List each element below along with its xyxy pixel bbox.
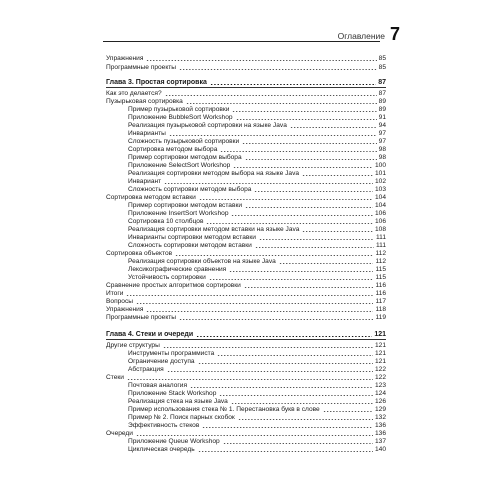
toc-entry-title: Инструменты программиста xyxy=(128,349,215,357)
toc-entry[interactable] xyxy=(106,60,386,71)
dot-leader xyxy=(196,336,372,338)
toc-entry-title: Сложность пузырьковой сортировки xyxy=(128,137,240,145)
toc-entry-page: 122 xyxy=(374,373,386,381)
toc-entry-page: 111 xyxy=(375,241,386,249)
dot-leader xyxy=(198,451,373,452)
toc-entry-title: Устойчивость сортировки xyxy=(128,273,206,281)
toc-entry-page: 101 xyxy=(374,169,386,177)
toc-entry-title: Стеки xyxy=(106,373,124,381)
toc-entry-page: 98 xyxy=(378,145,386,153)
toc-entry-title: Сложность сортировки методом вставки xyxy=(128,241,252,249)
toc-entry-title: Сортировка объектов xyxy=(106,249,173,257)
toc-entry-page: 126 xyxy=(374,397,386,405)
toc-entry-title: Приложение BubbleSort Workshop xyxy=(128,113,233,121)
toc-entry-title: Упражнения xyxy=(106,54,144,62)
toc-entry-title: Абстракция xyxy=(128,365,164,373)
dot-leader xyxy=(179,319,373,320)
toc-entry-page: 108 xyxy=(374,225,386,233)
toc-entry-page: 121 xyxy=(374,330,386,338)
toc-entry-title: Ограничение доступа xyxy=(128,357,195,365)
toc-entry-title: Реализация пузырьковой сортировки на языке Java xyxy=(128,121,287,129)
running-header-title: Оглавление xyxy=(337,31,385,41)
toc-entry-page: 87 xyxy=(378,78,386,86)
toc-entry-page: 140 xyxy=(374,445,386,453)
toc-entry-title: Инварианты xyxy=(128,129,166,137)
toc-entry-page: 111 xyxy=(375,233,386,241)
toc-entry-title: Сортировка 10 столбцов xyxy=(128,217,204,225)
toc-entry-page: 89 xyxy=(378,105,386,113)
toc-entry-page: 124 xyxy=(374,389,386,397)
toc-entry-title: Итоги xyxy=(106,289,124,297)
toc-entry[interactable] xyxy=(106,442,386,453)
toc-entry-title: Пример использования стека № 1. Перестановка букв в слове xyxy=(128,405,320,413)
toc-entry-page: 121 xyxy=(374,349,386,357)
toc-entry-page: 121 xyxy=(374,357,386,365)
toc-entry-page: 112 xyxy=(375,249,386,257)
toc-entry-title: Эффективность стеков xyxy=(128,421,200,429)
toc-entry-page: 118 xyxy=(375,305,386,313)
toc-entry-title: Пузырьковая сортировка xyxy=(106,97,183,105)
toc-chapter[interactable] xyxy=(106,327,386,338)
toc-entry-page: 129 xyxy=(374,405,386,413)
toc-entry-title: Вопросы xyxy=(106,297,134,305)
toc-entry-page: 85 xyxy=(378,63,386,71)
toc-entry-page: 119 xyxy=(375,313,386,321)
toc-entry-title: Упражнения xyxy=(106,305,144,313)
toc-entry-page: 87 xyxy=(378,89,386,97)
toc-entry-title: Лексикографические сравнения xyxy=(128,265,227,273)
toc-entry-title: Пример № 2. Поиск парных скобок xyxy=(128,413,235,421)
toc-entry-page: 94 xyxy=(378,121,386,129)
toc-entry-title: Пример пузырьковой сортировки xyxy=(128,105,230,113)
toc-entry-title: Пример сортировки методом вставки xyxy=(128,201,243,209)
toc-entry-title: Как это делается? xyxy=(106,89,162,97)
toc-entry-title: Реализация сортировки методом выбора на языке Java xyxy=(128,169,300,177)
toc-entry-page: 98 xyxy=(378,153,386,161)
toc-entry-page: 122 xyxy=(374,365,386,373)
toc-entry-page: 117 xyxy=(375,297,386,305)
toc-entry-title: Глава 4. Стеки и очереди xyxy=(106,330,194,338)
toc-entry-page: 136 xyxy=(374,429,386,437)
toc-entry-title: Приложение Queue Workshop xyxy=(128,437,220,445)
toc-entry-page: 89 xyxy=(378,97,386,105)
toc-entry-page: 132 xyxy=(374,413,386,421)
toc-entry-title: Глава 3. Простая сортировка xyxy=(106,78,207,86)
toc-entry-title: Приложение Stack Workshop xyxy=(128,389,217,397)
toc-entry-page: 116 xyxy=(375,281,386,289)
toc-entry-title: Циклическая очередь xyxy=(128,445,195,453)
toc-entry-title: Очереди xyxy=(106,429,133,437)
toc-entry-page: 103 xyxy=(374,185,386,193)
toc-entry-title: Инварианты сортировки методом вставки xyxy=(128,233,256,241)
toc-entry-title: Реализация стека на языке Java xyxy=(128,397,228,405)
header-rule xyxy=(103,41,380,42)
toc-entry-title: Сортировка методом выбора xyxy=(128,145,218,153)
toc-entry-page: 106 xyxy=(374,209,386,217)
toc-entry[interactable] xyxy=(106,310,386,321)
toc-entry-page: 97 xyxy=(378,137,386,145)
page-number: 7 xyxy=(390,24,401,44)
toc-entry-page: 115 xyxy=(375,265,386,273)
toc-entry-title: Сравнение простых алгоритмов сортировки xyxy=(106,281,241,289)
toc-entry-page: 104 xyxy=(374,193,386,201)
toc-entry-page: 106 xyxy=(374,217,386,225)
toc-entry-title: Реализация сортировки методом вставки на языке Java xyxy=(128,225,300,233)
toc-entry-title: Реализация сортировки объектов на языке Java xyxy=(128,257,276,265)
toc-entry-title: Другие структуры xyxy=(106,341,160,349)
toc-entry-page: 112 xyxy=(375,257,386,265)
toc-entry-page: 97 xyxy=(378,129,386,137)
toc-entry-page: 116 xyxy=(375,289,386,297)
toc-chapter[interactable] xyxy=(106,75,386,86)
toc-entry-title: Сложность сортировки методом выбора xyxy=(128,185,252,193)
toc-entry-page: 104 xyxy=(374,201,386,209)
toc-entry-page: 123 xyxy=(374,381,386,389)
toc-entry-title: Программные проекты xyxy=(106,63,177,71)
dot-leader xyxy=(179,69,377,70)
toc-entry-page: 121 xyxy=(374,341,386,349)
toc-entry-page: 102 xyxy=(374,177,386,185)
toc-entry-title: Приложение SelectSort Workshop xyxy=(128,161,231,169)
toc-entry-page: 91 xyxy=(378,113,386,121)
dot-leader xyxy=(210,84,376,86)
toc-entry-title: Сортировка методом вставки xyxy=(106,193,196,201)
toc-entry-page: 115 xyxy=(375,273,386,281)
toc-entry-title: Приложение InsertSort Workshop xyxy=(128,209,229,217)
toc-entry-page: 137 xyxy=(374,437,386,445)
toc-entry-title: Почтовая аналогия xyxy=(128,381,188,389)
toc-entry-title: Программные проекты xyxy=(106,313,177,321)
toc-entry-page: 100 xyxy=(374,161,386,169)
toc-entry-title: Пример сортировки методом выбора xyxy=(128,153,242,161)
toc-entry-page: 85 xyxy=(378,54,386,62)
toc-entry-title: Инвариант xyxy=(128,177,162,185)
toc-entry-page: 136 xyxy=(374,421,386,429)
